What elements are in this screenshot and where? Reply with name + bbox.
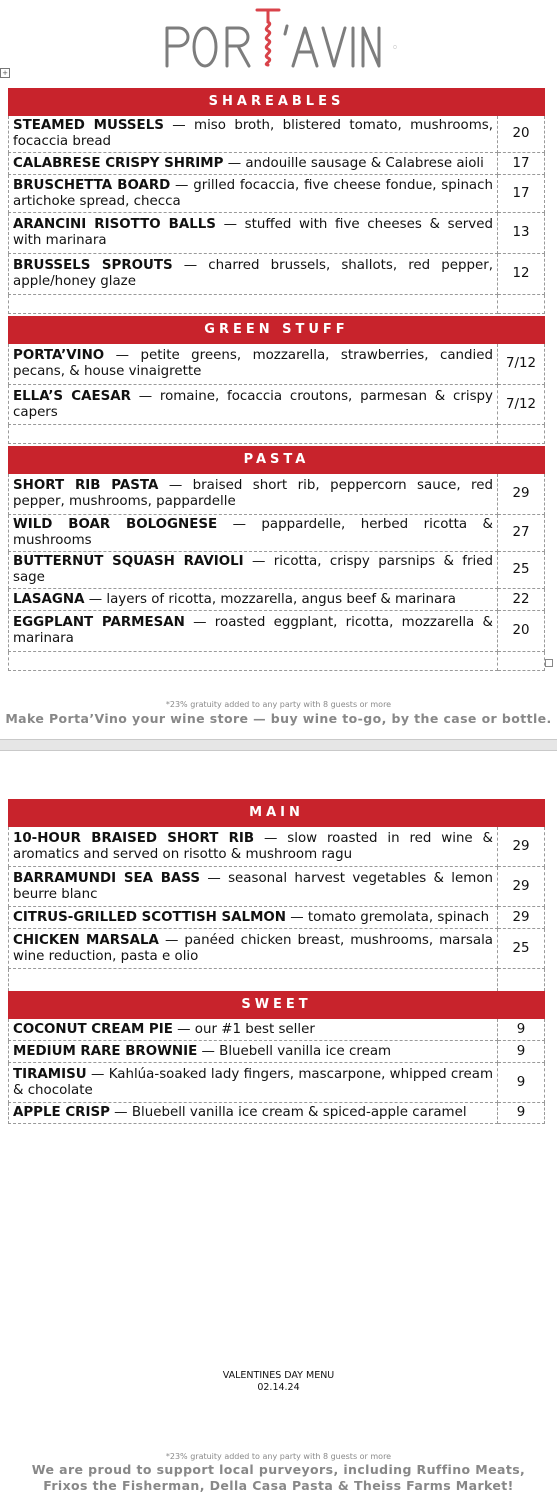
purveyors-footer (0, 1462, 557, 1494)
item-name: CALABRESE CRISPY SHRIMP (13, 155, 224, 171)
item-price: 17 (497, 153, 544, 175)
menu-table-page-1 (8, 88, 545, 671)
item-description: — tomato gremolata, spinach (286, 909, 490, 925)
item-description: — layers of ricotta, mozzarella, angus beef & marinara (84, 591, 456, 607)
page-break (0, 739, 557, 751)
item-price: 29 (498, 867, 545, 907)
item-name: MEDIUM RARE BROWNIE (13, 1043, 198, 1059)
item-name: CHICKEN MARSALA (13, 932, 159, 948)
item-name: APPLE CRISP (13, 1105, 110, 1120)
item-price: 29 (498, 827, 545, 867)
item-description: — pappardelle, herbed ricotta & mushrooms (13, 517, 493, 548)
item-description: — seasonal harvest vegetables & lemon beurre blanc (13, 870, 493, 902)
item-price: 17 (497, 175, 544, 213)
menu-item-row (9, 385, 545, 425)
section-header-pasta: PASTA (9, 447, 545, 474)
item-name: BRUSSELS SPROUTS (13, 258, 173, 273)
section-header-main: MAIN (9, 800, 545, 827)
item-price: 27 (497, 515, 544, 552)
item-name: BARRAMUNDI SEA BASS (13, 870, 200, 886)
item-name: WILD BOAR BOLOGNESE (13, 517, 218, 532)
occasion-title: VALENTINES DAY MENU (222, 1370, 335, 1381)
item-name: LASAGNA (13, 591, 85, 607)
item-price: 9 (498, 1103, 545, 1124)
menu-item-row (9, 827, 545, 867)
item-description: — our #1 best seller (172, 1021, 315, 1037)
occasion-date: 02.14.24 (257, 1382, 300, 1393)
menu-item-row (9, 515, 545, 552)
item-name: COCONUT CREAM PIE (13, 1021, 173, 1037)
gratuity-note: *23% gratuity added to any party with 8 guests or more (165, 700, 392, 709)
menu-item-row (9, 116, 545, 153)
menu-item-row (9, 867, 545, 907)
item-description: — romaine, focaccia croutons, parmesan & crispy capers (13, 388, 493, 420)
menu-item-row (9, 1019, 545, 1041)
spacer-row (9, 652, 545, 671)
item-name: SHORT RIB PASTA (13, 478, 159, 493)
item-name: 10-HOUR BRAISED SHORT RIB (13, 830, 255, 846)
item-name: EGGPLANT PARMESAN (13, 615, 185, 630)
item-name: STEAMED MUSSELS (13, 118, 164, 133)
item-description: — Kahlúa-soaked lady fingers, mascarpone, whipped cream & chocolate (13, 1066, 493, 1098)
wine-store-footer: Make Porta’Vino your wine store — buy wine to-go, by the case or bottle. (5, 711, 552, 726)
menu-item-row (9, 1041, 545, 1063)
item-price: 25 (498, 929, 545, 969)
occasion-block (0, 1370, 557, 1394)
spacer-row (9, 295, 545, 314)
gratuity-note-2: *23% gratuity added to any party with 8 guests or more (165, 1452, 392, 1461)
menu-item-row (9, 907, 545, 929)
item-name: PORTA’VINO (13, 348, 105, 363)
menu-item-row (9, 589, 545, 611)
item-price: 13 (497, 213, 544, 254)
item-description: — andouille sausage & Calabrese aioli (223, 155, 484, 171)
menu-item-row (9, 175, 545, 213)
item-description: — roasted eggplant, ricotta, mozzarella & marinara (13, 615, 493, 646)
item-name: ARANCINI RISOTTO BALLS (13, 217, 216, 232)
item-price: 25 (497, 552, 544, 589)
menu-item-row (9, 254, 545, 295)
item-price: 20 (497, 611, 544, 652)
item-name: BRUSCHETTA BOARD (13, 177, 171, 193)
item-description: — miso broth, blistered tomato, mushrooms, focaccia bread (13, 118, 493, 149)
item-price: 7/12 (497, 385, 544, 425)
item-price: 20 (497, 116, 544, 153)
item-description: — petite greens, mozzarella, strawberries, candied pecans, & house vinaigrette (13, 348, 493, 379)
item-price: 7/12 (497, 344, 544, 385)
item-description: — grilled focaccia, five cheese fondue, spinach artichoke spread, checca (13, 177, 493, 209)
section-header-sweet: SWEET (9, 992, 545, 1019)
item-description: — Bluebell vanilla ice cream (197, 1043, 392, 1059)
menu-item-row (9, 344, 545, 385)
item-price: 9 (498, 1019, 545, 1041)
item-name: BUTTERNUT SQUASH RAVIOLI (13, 554, 244, 569)
item-price: 29 (497, 474, 544, 515)
item-description: — Bluebell vanilla ice cream & spiced-apple caramel (109, 1105, 467, 1120)
logo (0, 2, 557, 76)
item-price: 29 (498, 907, 545, 929)
item-description: — stuffed with five cheeses & served with marinara (13, 217, 493, 248)
section-header-shareables: SHAREABLES (9, 89, 545, 116)
menu-item-row (9, 929, 545, 969)
spacer-row (9, 425, 545, 444)
menu-table-page-2 (8, 799, 545, 1124)
item-description: — braised short rib, peppercorn sauce, red pepper, mushrooms, pappardelle (13, 478, 493, 509)
item-description: — charred brussels, shallots, red pepper, apple/honey glaze (13, 258, 493, 289)
spacer-row (9, 969, 545, 992)
menu-item-row (9, 1103, 545, 1124)
menu-item-row (9, 474, 545, 515)
item-description: — slow roasted in red wine & aromatics and served on risotto & mushroom ragu (13, 830, 493, 862)
item-name: ELLA’S CAESAR (13, 388, 131, 404)
table-resize-handle[interactable] (545, 659, 553, 667)
item-price: 9 (498, 1063, 545, 1103)
purveyors-footer-line-2: Frixos the Fisherman, Della Casa Pasta & Theiss Farms Market! (43, 1478, 514, 1493)
porta-vino-logo-icon (159, 2, 399, 76)
table-move-handle[interactable]: + (0, 68, 10, 78)
section-header-green-stuff: GREEN STUFF (9, 317, 545, 344)
item-price: 12 (497, 254, 544, 295)
menu-item-row (9, 153, 545, 175)
menu-item-row (9, 611, 545, 652)
item-name: CITRUS-GRILLED SCOTTISH SALMON (13, 909, 286, 925)
purveyors-footer-line-1: We are proud to support local purveyors, including Ruffino Meats, (31, 1462, 526, 1477)
item-price: 22 (497, 589, 544, 611)
menu-item-row (9, 1063, 545, 1103)
menu-item-row (9, 213, 545, 254)
menu-item-row (9, 552, 545, 589)
item-description: — ricotta, crispy parsnips & fried sage (13, 554, 493, 585)
item-price: 9 (498, 1041, 545, 1063)
item-name: TIRAMISU (13, 1066, 87, 1082)
item-description: — panéed chicken breast, mushrooms, marsala wine reduction, pasta e olio (13, 932, 493, 964)
